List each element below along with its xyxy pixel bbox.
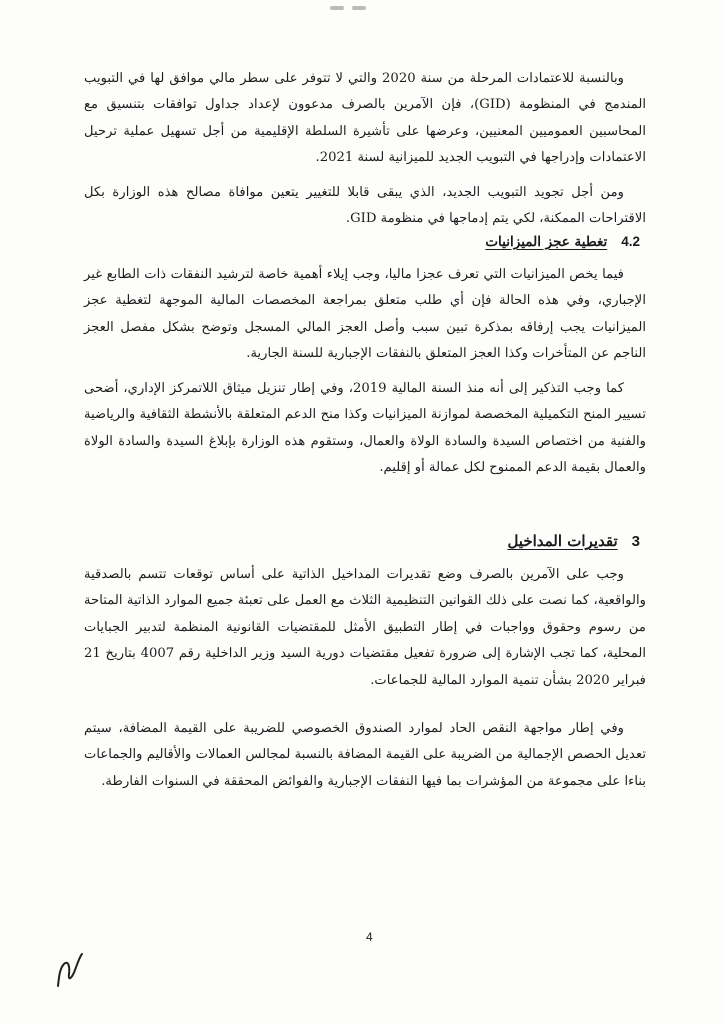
paragraph-classification: [84, 180, 646, 233]
page-number: 4: [366, 930, 373, 944]
section-number: 3: [631, 533, 640, 550]
punch-mark: [330, 6, 344, 10]
section-heading-3: [507, 532, 640, 550]
section-number: 4.2: [621, 234, 640, 249]
punch-mark: [352, 6, 366, 10]
section-heading-4-2: [485, 234, 640, 250]
paragraph-text: ومن أجل تجويد التبويب الجديد، الذي يبقى قابلا للتغيير يتعين موافاة مصالح هذه الوزارة بكل الاقتراحات الممكنة، لكي يتم إدماجها في منظومة GID.: [84, 185, 646, 227]
paragraph-gid-credits: [84, 66, 646, 172]
paragraph-grants: [84, 376, 646, 482]
paragraph-revenue-estimates: [84, 562, 646, 694]
paragraph-text: وبالنسبة للاعتمادات المرحلة من سنة 2020 والتي لا تتوفر على سطر مالي موافق لها في التبويب المندمج في المنظومة (GID)، فإن الآمرين بالصرف مدعوون لإعداد جداول توافقات بتنسيق مع المحاسبين العموميين المعنيين، وعرضها على تأشيرة السلطة الإقليمية من أجل تسهيل عملية ترحيل الاعتمادات وإدراجها في التبويب الجديد للميزانية لسنة 2021.: [84, 71, 646, 166]
handwritten-initial-icon: [52, 950, 86, 990]
section-title: تقديرات المداخيل: [507, 532, 618, 550]
paragraph-text: كما وجب التذكير إلى أنه منذ السنة المالية 2019، وفي إطار تنزيل ميثاق اللاتمركز الإداري، أضحى تسيير المنح التكميلية المخصصة لموازنة الميزانيات وكذا منح الدعم المتعلقة بالأنشطة الثقافية والرياضية والفنية من اختصاص السيدة والسادة الولاة والعمال، وستقوم هذه الوزارة بإبلاغ السيدة والسادة الولاة والعمال بقيمة الدعم الممنوح لكل عمالة أو إقليم.: [84, 381, 646, 476]
paragraph-text: وفي إطار مواجهة النقص الحاد لموارد الصندوق الخصوصي للضريبة على القيمة المضافة، سيتم تعديل الحصص الإجمالية من الضريبة على القيمة المضافة بالنسبة لمجالس العمالات والأقاليم والجماعات بناءا على مجموعة من المؤشرات بما فيها النفقات الإجبارية والفوائض المحققة في السنوات الفارطة.: [84, 721, 646, 789]
paragraph-text: وجب على الآمرين بالصرف وضع تقديرات المداخيل الذاتية على أساس توقعات تتسم بالصدقية والواقعية، كما نصت على ذلك القوانين التنظيمية الثلاث مع العمل على تعبئة جميع الموارد الذاتية المتاحة من رسوم وحقوق وواجبات في إطار التطبيق الأمثل للمقتضيات القانونية المنظمة لتدبير الجبايات المحلية، كما تجب الإشارة إلى ضرورة تفعيل مقتضيات دورية السيد وزير الداخلية رقم 4007 بتاريخ 21 فبراير 2020 بشأن تنمية الموارد المالية للجماعات.: [84, 567, 646, 688]
section-title: تغطية عجز الميزانيات: [485, 234, 608, 250]
paragraph-text: فيما يخص الميزانيات التي تعرف عجزا ماليا، وجب إيلاء أهمية خاصة لترشيد النفقات ذات الطابع غير الإجباري، وفي هذه الحالة فإن أي طلب متعلق بمراجعة المخصصات المالية الموجهة لتغطية عجز الميزانيات يجب إرفاقه بمذكرة تبين سبب وأصل العجز المالي المسجل وتوضح بشكل مفصل العجز الناجم عن المتأخرات وكذا العجز المتعلق بالنفقات الإجبارية للسنة الجارية.: [84, 267, 646, 362]
paragraph-budget-deficit: [84, 262, 646, 368]
paragraph-vat-fund: [84, 716, 646, 795]
